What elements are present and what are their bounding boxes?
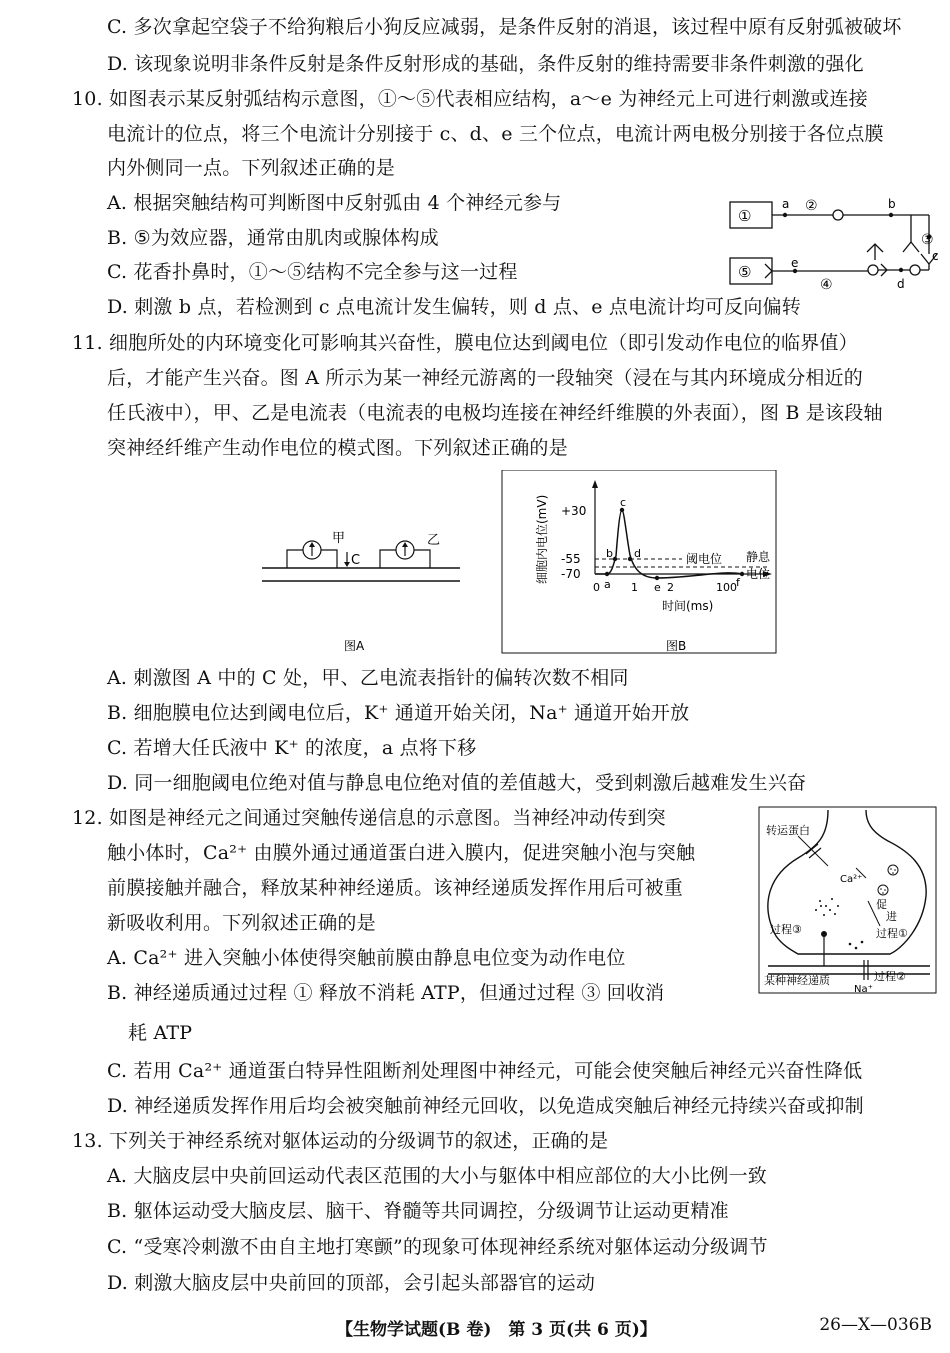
figure-b — [502, 470, 776, 653]
label-stimulus-c: C — [351, 553, 361, 568]
q10-option-b: B. ⑤为效应器，通常由肌肉或腺体构成 — [107, 227, 439, 249]
q10-reflex-arc-figure — [725, 192, 940, 298]
q12-option-d: D. 神经递质发挥作用后均会被突触前神经元回收，以免造成突触后神经元持续兴奋或抑制 — [107, 1095, 864, 1117]
process2-label: 过程② — [874, 970, 906, 983]
ytick-minus70: -70 — [561, 567, 581, 581]
q9-option-d: D. 该现象说明非条件反射是条件反射形成的基础，条件反射的维持需要非条件刺激的强化 — [107, 53, 864, 75]
q11-option-c: C. 若增大任氏液中 K⁺ 的浓度，a 点将下移 — [107, 737, 477, 759]
figure-a — [262, 531, 460, 653]
ca-label: Ca²⁺ — [840, 874, 863, 885]
q10-stem-line1: 10. 如图表示某反射弧结构示意图，①～⑤代表相应结构，a～e 为神经元上可进行刺激或连接 — [72, 88, 868, 110]
q11-option-b: B. 细胞膜电位达到阈电位后，K⁺ 通道开始关闭，Na⁺ 通道开始开放 — [107, 702, 690, 724]
xtick-0: 0 — [593, 581, 600, 594]
q11-figure — [262, 470, 778, 655]
q9-option-c: C. 多次拿起空袋子不给狗粮后小狗反应减弱，是条件反射的消退，该过程中原有反射弧被破坏 — [107, 16, 902, 38]
q10-stem-line3: 内外侧同一点。下列叙述正确的是 — [107, 157, 396, 179]
label-5: ⑤ — [738, 263, 752, 281]
q10-option-c: C. 花香扑鼻时，①～⑤结构不完全参与这一过程 — [107, 261, 518, 283]
transmitter-label: 某种神经递质 — [764, 974, 830, 987]
ganglion-circle — [833, 210, 843, 220]
xtick-100: 100 — [716, 581, 737, 594]
q13-option-c: C. “受寒冷刺激不由自主地打寒颤”的现象可体现神经系统对躯体运动分级调节 — [107, 1236, 768, 1258]
point-c: c — [932, 249, 939, 263]
q10-option-d: D. 刺激 b 点，若检测到 c 点电流计发生偏转，则 d 点、e 点电流计均可反向偏转 — [107, 296, 801, 318]
q12-stem-line2: 触小体时，Ca²⁺ 由膜外通过通道蛋白进入膜内，促进突触小泡与突触 — [107, 842, 696, 864]
q11-stem-line4: 突神经纤维产生动作电位的模式图。下列叙述正确的是 — [107, 437, 568, 459]
q12-option-a: A. Ca²⁺ 进入突触小体使得突触前膜由静息电位变为动作电位 — [107, 947, 626, 969]
q13-option-d: D. 刺激大脑皮层中央前回的顶部，会引起头部器官的运动 — [107, 1272, 596, 1294]
q11-option-d: D. 同一细胞阈电位绝对值与静息电位绝对值的差值越大，受到刺激后越难发生兴奋 — [107, 772, 807, 794]
q13-stem: 13. 下列关于神经系统对躯体运动的分级调节的叙述，正确的是 — [72, 1130, 609, 1152]
q11-option-a: A. 刺激图 A 中的 C 处，甲、乙电流表指针的偏转次数不相同 — [107, 667, 629, 689]
q11-stem-line2: 后，才能产生兴奋。图 A 所示为某一神经元游离的一段轴突（浸在与其内环境成分相近的 — [107, 367, 864, 389]
point-f: f — [736, 576, 740, 589]
process1-label: 过程① — [876, 927, 908, 940]
q12-option-b: B. 神经递质通过过程 ① 释放不消耗 ATP，但通过过程 ③ 回收消 — [107, 982, 665, 1004]
q13-option-a: A. 大脑皮层中央前回运动代表区范围的大小与躯体中相应部位的大小比例一致 — [107, 1165, 768, 1187]
point-c: c — [620, 496, 627, 509]
figb-y-axis-label: 细胞内电位(mV) — [535, 494, 549, 584]
ammeter-jia — [303, 541, 321, 559]
caption-figure-b: 图B — [666, 639, 687, 653]
q11-stem-line1: 11. 细胞所处的内环境变化可影响其兴奋性，膜电位达到阈电位（即引发动作电位的临界值） — [72, 332, 858, 354]
point-b: b — [606, 547, 613, 560]
label-jia: 甲 — [332, 531, 346, 546]
promote-label-1: 促 — [876, 898, 887, 911]
footer-page-title: 【生物学试题(B 卷) 第 3 页(共 6 页)】 — [336, 1320, 657, 1340]
q12-option-b-cont: 耗 ATP — [128, 1022, 193, 1044]
figb-x-axis-label: 时间(ms) — [662, 599, 714, 613]
point-e: e — [791, 256, 799, 270]
label-1: ① — [738, 207, 752, 225]
q12-option-c: C. 若用 Ca²⁺ 通道蛋白特异性阻断剂处理图中神经元，可能会使突触后神经元兴奋性降低 — [107, 1060, 863, 1082]
q10-option-a: A. 根据突触结构可判断图中反射弧由 4 个神经元参与 — [107, 192, 562, 214]
point-a: a — [782, 197, 790, 211]
point-d: d — [634, 547, 641, 560]
label-4: ④ — [820, 277, 833, 293]
footer-code: 26—X—036B — [819, 1315, 932, 1335]
point-b: b — [888, 197, 896, 211]
q12-stem-line1: 12. 如图是神经元之间通过突触传递信息的示意图。当神经冲动传到突 — [72, 807, 666, 829]
label-yi: 乙 — [427, 533, 441, 548]
label-2: ② — [805, 198, 818, 214]
q12-synapse-figure — [758, 806, 938, 996]
q12-stem-line3: 前膜接触并融合，释放某种神经递质。该神经递质发挥作用后可被重 — [107, 877, 684, 899]
transporter-label: 转运蛋白 — [766, 824, 810, 837]
process3-label: 过程③ — [770, 923, 802, 936]
resting-label-2: 电位 — [746, 567, 771, 581]
q10-stem-line2: 电流计的位点，将三个电流计分别接于 c、d、e 三个位点，电流计两电极分别接于各位点膜 — [107, 123, 884, 145]
caption-figure-a: 图A — [344, 639, 365, 653]
point-e: e — [654, 581, 661, 594]
ammeter-yi — [396, 541, 414, 559]
point-a: a — [604, 578, 611, 591]
point-d: d — [897, 277, 905, 291]
q13-option-b: B. 躯体运动受大脑皮层、脑干、脊髓等共同调控，分级调节让运动更精准 — [107, 1200, 729, 1222]
resting-label-1: 静息 — [746, 550, 771, 564]
na-label: Na⁺ — [854, 984, 873, 995]
label-3: ③ — [921, 232, 934, 248]
threshold-label: 阈电位 — [686, 552, 723, 566]
q11-stem-line3: 任氏液中），甲、乙是电流表（电流表的电极均连接在神经纤维膜的外表面），图 B 是该段轴 — [107, 402, 883, 424]
q12-stem-line4: 新吸收利用。下列叙述正确的是 — [107, 912, 376, 934]
ytick-minus55: -55 — [561, 552, 581, 566]
ytick-plus30: +30 — [561, 504, 587, 518]
xtick-1: 1 — [631, 581, 638, 594]
xtick-2: 2 — [667, 581, 674, 594]
promote-label-2: 进 — [886, 910, 897, 923]
